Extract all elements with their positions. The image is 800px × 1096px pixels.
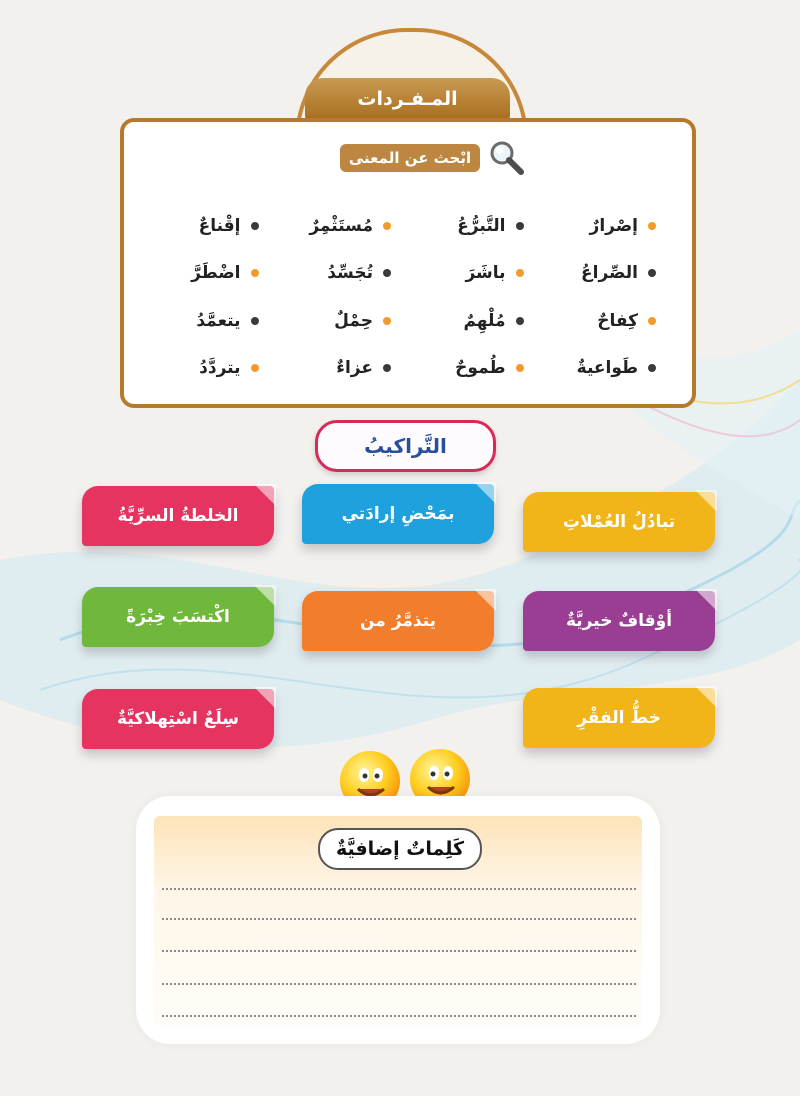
structure-tag: سِلَعٌ اسْتِهلاكيَّةٌ (82, 689, 274, 749)
bullet-dot-icon (648, 317, 656, 325)
structure-tag: اكْتسَبَ خِبْرَةً (82, 587, 274, 647)
vocabulary-word-text: اضْطَرَّ (191, 263, 241, 284)
vocabulary-word-grid (142, 202, 672, 392)
structure-tag: الخلطةُ السرِّيَّةُ (82, 486, 274, 546)
bullet-dot-icon (516, 364, 524, 372)
vocabulary-word (142, 345, 275, 393)
vocabulary-word-text: حِمْلٌ (334, 310, 373, 331)
vocabulary-word-text: طَواعيةٌ (576, 358, 638, 379)
bullet-dot-icon (383, 317, 391, 325)
structure-tag: تبادُلُ العُمْلاتِ (523, 492, 715, 552)
bullet-dot-icon (383, 222, 391, 230)
writing-line[interactable] (162, 918, 636, 920)
vocabulary-word (407, 345, 540, 393)
vocabulary-word (407, 297, 540, 345)
vocabulary-word (275, 297, 408, 345)
vocabulary-word-text: عزاءٌ (336, 358, 373, 379)
vocabulary-word (275, 250, 408, 298)
vocabulary-title: المـفـردات (305, 78, 510, 120)
vocabulary-box (120, 118, 696, 408)
vocabulary-word-text: يتعمَّدُ (196, 310, 241, 331)
writing-line[interactable] (162, 1015, 636, 1017)
vocabulary-word-text: مُلْهِمٌ (463, 310, 506, 331)
vocabulary-word-text: تُجَسِّدُ (327, 263, 373, 284)
vocabulary-word (540, 297, 673, 345)
writing-line[interactable] (162, 983, 636, 985)
vocabulary-word (540, 250, 673, 298)
vocabulary-word (142, 250, 275, 298)
writing-line[interactable] (162, 888, 636, 890)
magnifier-icon (487, 138, 527, 178)
vocabulary-word-text: طُموحٌ (455, 358, 506, 379)
extra-words-title: كَلِماتٌ إضافيَّةٌ (318, 828, 482, 870)
bullet-dot-icon (648, 222, 656, 230)
vocabulary-word (275, 345, 408, 393)
vocabulary-word (275, 202, 408, 250)
bullet-dot-icon (251, 364, 259, 372)
bullet-dot-icon (251, 269, 259, 277)
vocabulary-word (407, 202, 540, 250)
structures-title: التَّراكيبُ (315, 420, 496, 472)
structure-tag: خطُّ الفقْرِ (523, 688, 715, 748)
vocabulary-word-text: مُستَثْمِرٌ (309, 215, 373, 236)
vocabulary-word (142, 297, 275, 345)
vocabulary-word-text: إصْرارٌ (589, 215, 638, 236)
vocabulary-word-text: يتردَّدُ (199, 358, 241, 379)
vocabulary-word-text: كِفاحٌ (597, 310, 638, 331)
bullet-dot-icon (516, 269, 524, 277)
bullet-dot-icon (251, 317, 259, 325)
bullet-dot-icon (516, 222, 524, 230)
vocabulary-word (540, 202, 673, 250)
bullet-dot-icon (648, 269, 656, 277)
writing-line[interactable] (162, 950, 636, 952)
vocabulary-word (407, 250, 540, 298)
vocabulary-word-text: التَّبرُّعُ (457, 215, 506, 236)
structure-tag: يتذمَّرُ من (302, 591, 494, 651)
vocabulary-word-text: إقْناعٌ (198, 215, 241, 236)
vocabulary-word-text: الصِّراعُ (581, 263, 638, 284)
bullet-dot-icon (516, 317, 524, 325)
bullet-dot-icon (383, 364, 391, 372)
structure-tag: بمَحْضِ إرادَتي (302, 484, 494, 544)
bullet-dot-icon (251, 222, 259, 230)
bullet-dot-icon (648, 364, 656, 372)
vocabulary-word-text: باشَرَ (465, 263, 506, 284)
bullet-dot-icon (383, 269, 391, 277)
search-meaning-label: ابْحث عن المعنى (340, 144, 480, 172)
vocabulary-word (142, 202, 275, 250)
structure-tag: أوْقافٌ خيريَّةٌ (523, 591, 715, 651)
vocabulary-word (540, 345, 673, 393)
